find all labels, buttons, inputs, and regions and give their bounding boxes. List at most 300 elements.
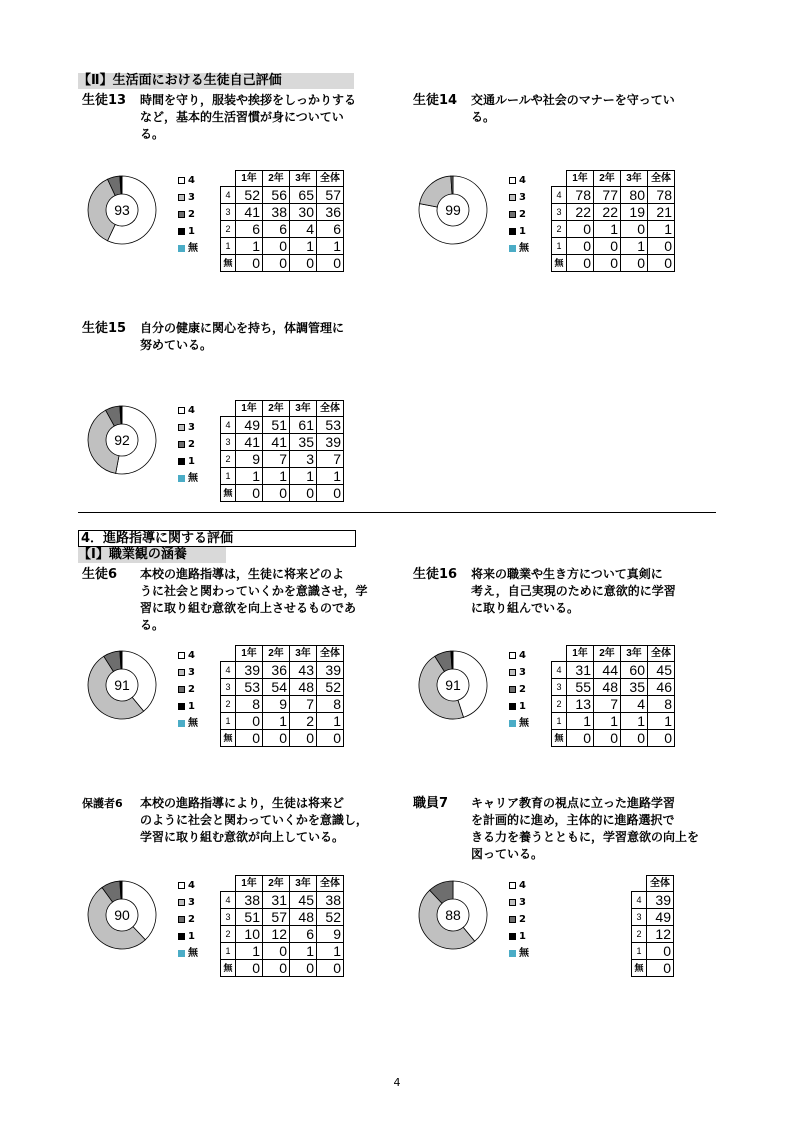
legend-label: 1	[519, 701, 526, 712]
table-cell: 36	[317, 204, 344, 221]
question-line: キャリア教育の視点に立った進路学習	[471, 796, 676, 810]
table-row	[221, 892, 344, 909]
question-line: に取り組んでいる。	[471, 601, 580, 615]
legend-label: 無	[188, 948, 198, 959]
table-cell: 39	[236, 662, 263, 679]
table-row	[632, 943, 674, 960]
question-line: きる力を養うとともに，学習意欲の向上を	[471, 830, 700, 844]
question-text	[82, 320, 382, 354]
row-label: 3	[552, 679, 567, 696]
legend-item	[178, 894, 198, 911]
table-cell: 48	[290, 679, 317, 696]
table-cell: 9	[236, 451, 263, 468]
table-row	[221, 451, 344, 468]
results-table	[220, 400, 344, 502]
column-header: 2年	[263, 876, 290, 892]
table-cell: 4	[290, 221, 317, 238]
table-row	[221, 204, 344, 221]
question-label: 生徒13	[82, 93, 127, 108]
table-row	[552, 255, 675, 272]
table-cell: 1	[648, 221, 675, 238]
column-header: 1年	[567, 646, 594, 662]
table-cell: 9	[317, 926, 344, 943]
question-line: うに社会と関わっていくかを意識させ，学	[140, 584, 368, 598]
legend-item	[178, 698, 198, 715]
table-row	[552, 187, 675, 204]
legend-label: 3	[188, 192, 195, 203]
table-cell: 0	[621, 730, 648, 747]
question-line: 本校の進路指導により，生徒は将来ど	[140, 796, 345, 810]
column-header: 全体	[648, 171, 675, 187]
donut-chart	[82, 875, 162, 955]
row-label: 4	[221, 662, 236, 679]
table-cell: 57	[317, 187, 344, 204]
table-cell: 0	[317, 730, 344, 747]
column-header: 1年	[236, 646, 263, 662]
column-header: 1年	[236, 876, 263, 892]
table-corner	[552, 646, 567, 662]
table-cell: 39	[317, 434, 344, 451]
table-cell: 0	[263, 960, 290, 977]
legend-label: 4	[188, 880, 195, 891]
question-text	[82, 566, 382, 634]
legend-label: 1	[188, 701, 195, 712]
table-cell: 12	[647, 926, 674, 943]
row-label: 2	[221, 451, 236, 468]
legend-swatch	[178, 720, 185, 727]
table-cell: 6	[317, 221, 344, 238]
legend-item	[178, 402, 198, 419]
table-cell: 0	[647, 960, 674, 977]
table-cell: 0	[290, 255, 317, 272]
column-header: 3年	[290, 876, 317, 892]
result-block-q6	[82, 875, 362, 975]
legend-swatch	[509, 669, 516, 676]
table-cell: 0	[317, 255, 344, 272]
table-row	[552, 696, 675, 713]
table-cell: 0	[648, 730, 675, 747]
donut-chart	[82, 645, 162, 725]
legend-item	[178, 715, 198, 732]
donut-score: 90	[114, 907, 130, 923]
legend-item	[509, 664, 529, 681]
legend-label: 3	[519, 667, 526, 678]
row-label: 無	[221, 960, 236, 977]
legend-swatch	[178, 407, 185, 414]
table-cell: 13	[567, 696, 594, 713]
legend-swatch	[178, 882, 185, 889]
table-cell: 0	[317, 485, 344, 502]
legend-item	[178, 470, 198, 487]
legend-swatch	[509, 882, 516, 889]
table-cell: 19	[621, 204, 648, 221]
table-row	[552, 204, 675, 221]
table-cell: 1	[290, 943, 317, 960]
table-row	[632, 892, 674, 909]
result-block-q3	[82, 400, 362, 500]
donut-chart	[413, 170, 493, 250]
table-cell: 7	[594, 696, 621, 713]
table-cell: 1	[621, 713, 648, 730]
table-cell: 0	[647, 943, 674, 960]
table-cell: 1	[317, 713, 344, 730]
legend-swatch	[509, 194, 516, 201]
row-label: 2	[552, 696, 567, 713]
table-cell: 0	[567, 730, 594, 747]
column-header: 全体	[647, 876, 674, 892]
table-row	[221, 434, 344, 451]
column-header: 全体	[317, 876, 344, 892]
chart-legend	[509, 647, 529, 732]
legend-item	[509, 894, 529, 911]
table-cell: 0	[317, 960, 344, 977]
row-label: 1	[221, 238, 236, 255]
table-cell: 1	[290, 238, 317, 255]
table-cell: 45	[648, 662, 675, 679]
table-cell: 0	[236, 485, 263, 502]
row-label: 4	[221, 892, 236, 909]
table-row	[552, 730, 675, 747]
table-cell: 2	[290, 713, 317, 730]
legend-item	[178, 172, 198, 189]
legend-swatch	[178, 194, 185, 201]
row-label: 無	[221, 730, 236, 747]
table-cell: 36	[263, 662, 290, 679]
table-cell: 77	[594, 187, 621, 204]
legend-item	[509, 172, 529, 189]
legend-label: 4	[519, 880, 526, 891]
column-header: 1年	[567, 171, 594, 187]
donut-chart	[82, 400, 162, 480]
legend-swatch	[178, 669, 185, 676]
legend-swatch	[509, 720, 516, 727]
legend-item	[178, 911, 198, 928]
legend-item	[509, 715, 529, 732]
legend-label: 1	[188, 456, 195, 467]
legend-label: 3	[188, 897, 195, 908]
donut-chart	[413, 875, 493, 955]
table-row	[632, 960, 674, 977]
table-header-row	[221, 876, 344, 892]
table-row	[552, 221, 675, 238]
table-cell: 8	[648, 696, 675, 713]
row-label: 2	[632, 926, 647, 943]
table-header-row	[552, 171, 675, 187]
column-header: 3年	[290, 646, 317, 662]
table-cell: 3	[290, 451, 317, 468]
results-table	[551, 170, 675, 272]
table-cell: 35	[290, 434, 317, 451]
table-cell: 31	[263, 892, 290, 909]
row-label: 無	[552, 730, 567, 747]
column-header: 2年	[263, 646, 290, 662]
column-header: 3年	[290, 401, 317, 417]
legend-swatch	[509, 211, 516, 218]
legend-swatch	[509, 950, 516, 957]
column-header: 全体	[648, 646, 675, 662]
legend-swatch	[178, 686, 185, 693]
table-cell: 30	[290, 204, 317, 221]
row-label: 無	[221, 255, 236, 272]
table-row	[221, 696, 344, 713]
table-row	[221, 730, 344, 747]
legend-item	[509, 240, 529, 257]
table-row	[221, 926, 344, 943]
legend-swatch	[178, 475, 185, 482]
table-cell: 0	[594, 255, 621, 272]
row-label: 1	[552, 238, 567, 255]
row-label: 4	[552, 662, 567, 679]
question-line: 時間を守り，服装や挨拶をしっかりする	[140, 93, 357, 107]
legend-item	[178, 945, 198, 962]
legend-label: 4	[188, 405, 195, 416]
legend-swatch	[178, 703, 185, 710]
table-cell: 1	[317, 468, 344, 485]
legend-item	[178, 647, 198, 664]
results-table	[551, 645, 675, 747]
section-heading-career: 4．進路指導に関する評価	[78, 530, 356, 547]
question-line: 考え，自己実現のために意欲的に学習	[471, 584, 676, 598]
legend-label: 3	[188, 667, 195, 678]
legend-item	[509, 877, 529, 894]
question-label: 生徒15	[82, 321, 127, 336]
table-cell: 35	[621, 679, 648, 696]
legend-item	[178, 453, 198, 470]
section-divider	[78, 512, 716, 513]
table-cell: 1	[236, 943, 263, 960]
legend-label: 2	[188, 684, 195, 695]
table-cell: 41	[263, 434, 290, 451]
row-label: 4	[632, 892, 647, 909]
legend-swatch	[509, 245, 516, 252]
row-label: 1	[552, 713, 567, 730]
table-cell: 0	[567, 221, 594, 238]
table-cell: 22	[567, 204, 594, 221]
question-line: 交通ルールや社会のマナーを守ってい	[471, 93, 675, 107]
column-header: 2年	[594, 646, 621, 662]
question-line: る。	[471, 110, 496, 124]
question-line: 自分の健康に関心を持ち，体調管理に	[140, 321, 345, 335]
row-label: 無	[632, 960, 647, 977]
table-cell: 54	[263, 679, 290, 696]
table-cell: 0	[290, 485, 317, 502]
chart-legend	[178, 402, 198, 487]
chart-legend	[178, 877, 198, 962]
table-cell: 1	[236, 238, 263, 255]
question-line: 学習に取り組む意欲が向上している。	[140, 830, 345, 844]
table-cell: 0	[567, 238, 594, 255]
legend-item	[509, 698, 529, 715]
question-text	[82, 92, 382, 143]
donut-score: 99	[445, 202, 461, 218]
column-header: 1年	[236, 171, 263, 187]
legend-label: 2	[188, 439, 195, 450]
table-cell: 60	[621, 662, 648, 679]
question-line: る。	[140, 618, 165, 632]
row-label: 1	[632, 943, 647, 960]
table-cell: 52	[317, 909, 344, 926]
chart-legend	[178, 647, 198, 732]
table-cell: 4	[621, 696, 648, 713]
legend-label: 1	[188, 226, 195, 237]
row-label: 4	[221, 187, 236, 204]
table-cell: 0	[290, 730, 317, 747]
table-cell: 31	[567, 662, 594, 679]
result-block-q7	[413, 875, 693, 975]
column-header: 3年	[290, 171, 317, 187]
table-cell: 46	[648, 679, 675, 696]
legend-label: 1	[519, 226, 526, 237]
table-corner	[632, 876, 647, 892]
question-line: 努めている。	[140, 338, 213, 352]
table-row	[221, 662, 344, 679]
table-cell: 7	[317, 451, 344, 468]
result-block-q2	[413, 170, 693, 270]
table-cell: 53	[236, 679, 263, 696]
results-table	[220, 170, 344, 272]
chart-legend	[509, 172, 529, 257]
table-cell: 43	[290, 662, 317, 679]
question-line: のように社会と関わっていくかを意識し，	[140, 813, 368, 827]
row-label: 1	[221, 468, 236, 485]
table-cell: 80	[621, 187, 648, 204]
table-row	[221, 468, 344, 485]
table-row	[552, 662, 675, 679]
question-label: 生徒14	[413, 93, 458, 108]
table-cell: 52	[236, 187, 263, 204]
row-label: 2	[221, 696, 236, 713]
question-label: 職員7	[413, 796, 449, 811]
question-line: 習に取り組む意欲を向上させるものであ	[140, 601, 357, 615]
chart-legend	[509, 877, 529, 962]
legend-item	[178, 436, 198, 453]
table-cell: 45	[290, 892, 317, 909]
legend-label: 2	[519, 914, 526, 925]
table-row	[221, 238, 344, 255]
legend-label: 2	[519, 684, 526, 695]
legend-swatch	[178, 211, 185, 218]
legend-label: 4	[519, 175, 526, 186]
table-row	[221, 943, 344, 960]
results-table	[631, 875, 674, 977]
page-number: 4	[393, 1076, 401, 1089]
table-cell: 22	[594, 204, 621, 221]
legend-item	[178, 928, 198, 945]
table-cell: 55	[567, 679, 594, 696]
table-cell: 12	[263, 926, 290, 943]
table-cell: 0	[236, 713, 263, 730]
table-cell: 1	[567, 713, 594, 730]
legend-label: 4	[519, 650, 526, 661]
table-cell: 1	[594, 221, 621, 238]
legend-item	[509, 911, 529, 928]
table-cell: 9	[263, 696, 290, 713]
table-cell: 53	[317, 417, 344, 434]
table-cell: 65	[290, 187, 317, 204]
column-header: 3年	[621, 171, 648, 187]
table-cell: 7	[263, 451, 290, 468]
table-cell: 0	[648, 238, 675, 255]
legend-label: 2	[188, 914, 195, 925]
result-block-q4	[82, 645, 362, 745]
table-cell: 41	[236, 434, 263, 451]
legend-item	[509, 206, 529, 223]
table-row	[552, 238, 675, 255]
question-line: る。	[140, 127, 165, 141]
column-header: 2年	[263, 401, 290, 417]
legend-item	[178, 681, 198, 698]
donut-score: 93	[114, 202, 130, 218]
row-label: 4	[221, 417, 236, 434]
column-header: 2年	[594, 171, 621, 187]
legend-swatch	[178, 245, 185, 252]
table-cell: 57	[263, 909, 290, 926]
table-cell: 0	[621, 255, 648, 272]
question-line: など，基本的生活習慣が身についてい	[140, 110, 344, 124]
result-block-q1	[82, 170, 362, 270]
row-label: 2	[221, 926, 236, 943]
table-cell: 8	[236, 696, 263, 713]
question-text	[82, 795, 382, 846]
column-header: 全体	[317, 646, 344, 662]
table-cell: 0	[236, 730, 263, 747]
results-table	[220, 645, 344, 747]
table-cell: 52	[317, 679, 344, 696]
legend-label: 2	[519, 209, 526, 220]
table-cell: 6	[263, 221, 290, 238]
legend-label: 無	[188, 243, 198, 254]
table-cell: 0	[648, 255, 675, 272]
donut-score: 88	[445, 907, 461, 923]
table-cell: 0	[263, 943, 290, 960]
table-row	[221, 221, 344, 238]
row-label: 2	[221, 221, 236, 238]
legend-item	[509, 681, 529, 698]
table-cell: 0	[236, 255, 263, 272]
legend-item	[178, 189, 198, 206]
question-line: 図っている。	[471, 847, 544, 861]
table-row	[221, 909, 344, 926]
legend-swatch	[509, 916, 516, 923]
table-cell: 0	[621, 221, 648, 238]
table-cell: 0	[594, 730, 621, 747]
question-label: 保護者6	[82, 797, 123, 810]
question-text	[413, 566, 723, 617]
row-label: 3	[632, 909, 647, 926]
subsection-heading: 【Ⅰ】職業観の涵養	[78, 547, 226, 563]
question-line: を計画的に進め，主体的に進路選択で	[471, 813, 675, 827]
table-cell: 0	[263, 485, 290, 502]
legend-item	[178, 206, 198, 223]
section-heading-life: 【Ⅱ】生活面における生徒自己評価	[78, 73, 354, 89]
row-label: 1	[221, 713, 236, 730]
table-row	[221, 485, 344, 502]
table-cell: 6	[236, 221, 263, 238]
table-row	[221, 713, 344, 730]
table-cell: 48	[290, 909, 317, 926]
results-table	[220, 875, 344, 977]
table-cell: 48	[594, 679, 621, 696]
legend-swatch	[178, 652, 185, 659]
legend-label: 無	[188, 473, 198, 484]
table-row	[221, 255, 344, 272]
table-cell: 0	[236, 960, 263, 977]
column-header: 全体	[317, 401, 344, 417]
legend-label: 2	[188, 209, 195, 220]
table-cell: 51	[263, 417, 290, 434]
table-row	[221, 417, 344, 434]
table-cell: 0	[290, 960, 317, 977]
